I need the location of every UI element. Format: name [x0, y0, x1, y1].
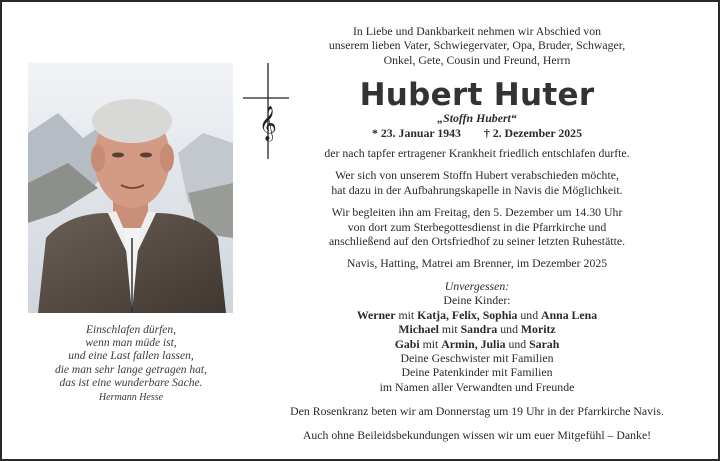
child-name: Werner — [356, 307, 396, 322]
funeral-paragraph — [247, 205, 707, 248]
death-date: † 2. Dezember 2025 — [483, 125, 582, 140]
children-line — [247, 322, 707, 336]
life-dates — [247, 126, 707, 140]
connector: mit — [419, 336, 442, 351]
children-line — [247, 308, 707, 322]
poem-line: das ist eine wunderbare Sache. — [59, 376, 203, 389]
thanks-notice: Auch ohne Beileidsbekundungen wissen wir um euer Mitgefühl – Danke! — [302, 428, 652, 442]
funeral-line: Wir begleiten ihn am Freitag, den 5. Dezember um 14.30 Uhr — [331, 205, 623, 220]
poem-line: die man sehr lange getragen hat, — [54, 363, 208, 376]
grandchildren-names: Katja, Felix, Sophia — [417, 307, 518, 322]
nickname: „Stoffn Hubert“ — [437, 111, 517, 126]
grandchild-name: Sarah — [529, 336, 560, 351]
children-heading: Deine Kinder: — [443, 293, 511, 308]
family-line: Deine Geschwister mit Familien — [400, 350, 554, 365]
funeral-line: anschließend auf den Ortsfriedhof zu seiner letzten Ruhestätte. — [328, 234, 626, 249]
connector: und — [517, 307, 542, 322]
poem-line: Einschlafen dürfen, — [85, 324, 177, 336]
place-date: Navis, Hatting, Matrei am Brenner, im Dezember 2025 — [346, 256, 608, 271]
connector: und — [497, 322, 521, 337]
obituary-text — [247, 24, 707, 394]
child-name: Michael — [398, 322, 439, 337]
intro-line: unserem lieben Vater, Schwiegervater, Opa, Bruder, Schwager, — [328, 38, 626, 53]
grandchildren-names: Armin, Julia — [441, 336, 506, 351]
connector: und — [505, 336, 530, 351]
connector: mit — [395, 307, 418, 322]
portrait-illustration — [28, 63, 233, 313]
family-line: im Namen aller Verwandten und Freunde — [379, 379, 575, 394]
unvergessen-label: Unvergessen: — [444, 278, 510, 293]
funeral-line: von dort zum Sterbegottesdienst in die Pfarrkirche und — [347, 219, 607, 234]
farewell-paragraph — [247, 168, 707, 197]
farewell-line: Wer sich von unserem Stoffn Hubert verabschieden möchte, — [335, 168, 619, 183]
grandchildren-names: Sandra — [460, 322, 498, 337]
svg-text:𝄞: 𝄞 — [259, 106, 277, 141]
grandchild-name: Anna Lena — [541, 307, 598, 322]
farewell-line: hat dazu in der Aufbahrungskapelle in Navis die Möglichkeit. — [331, 182, 623, 197]
poem — [16, 324, 246, 404]
intro-line: Onkel, Gete, Cousin und Freund, Herrn — [383, 52, 571, 67]
deceased-name: Hubert Huter — [359, 77, 595, 114]
connector: mit — [438, 322, 461, 337]
passing-text: der nach tapfer ertragener Krankheit friedlich entschlafen durfte. — [324, 146, 630, 161]
birth-date: * 23. Januar 1943 — [372, 125, 461, 140]
portrait-photo — [28, 63, 233, 313]
family-line: Deine Patenkinder mit Familien — [401, 365, 553, 380]
rosary-notice: Den Rosenkranz beten wir am Donnerstag um 19 Uhr in der Pfarrkirche Navis. — [290, 404, 664, 418]
grandchild-name: Moritz — [520, 322, 556, 337]
children-line — [247, 337, 707, 351]
intro-line: In Liebe und Dankbarkeit nehmen wir Abschied von — [353, 24, 601, 38]
poem-line: und eine Last fallen lassen, — [68, 350, 194, 363]
poem-line: wenn man müde ist, — [85, 337, 177, 350]
child-name: Gabi — [394, 336, 420, 351]
poem-author: Hermann Hesse — [98, 392, 164, 404]
